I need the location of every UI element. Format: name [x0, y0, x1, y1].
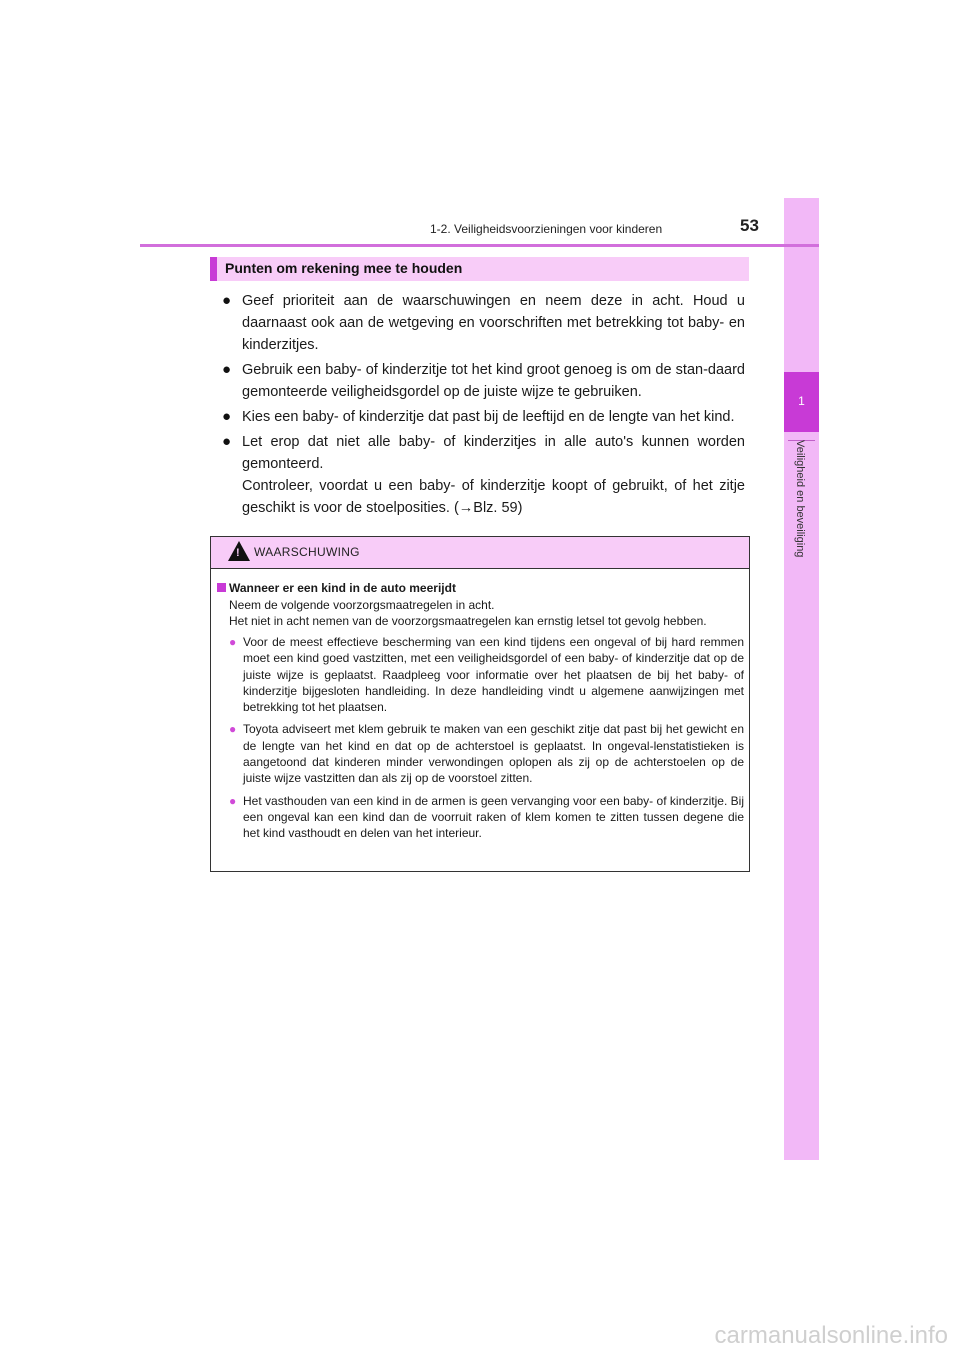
bullet-text: Geef prioriteit aan de waarschuwingen en neem deze in acht. Houd u daarnaast ook aan de wetgeving en voorschriften met betrekking tot baby- en kinderzitjes. [242, 293, 745, 353]
bullet-dot-icon: ● [229, 722, 237, 737]
header-rule [140, 244, 819, 247]
warning-heading-text: Wanneer er een kind in de auto meerijdt [229, 581, 456, 595]
bullet-list [222, 290, 745, 522]
bullet-text: Kies een baby- of kinderzitje dat past bij de leeftijd en de lengte van het kind. [242, 409, 735, 425]
side-chapter-number: 1 [798, 394, 805, 408]
side-chapter-title: Veiligheid en beveiliging [794, 440, 806, 558]
bullet-item [222, 406, 745, 428]
warning-bullet-item [229, 721, 744, 786]
warning-bullet-item [229, 634, 744, 715]
warning-bullet-list [229, 634, 744, 842]
warning-bullet-text: Het vasthouden van een kind in de armen is geen vervanging voor een baby- of kinderzitje. Bij een ongeval kan een kind dan de voorruit raken of klem komen te zitten tussen degene die het kind vasthoudt en delen van het interieur. [243, 793, 744, 841]
warning-intro: Neem de volgende voorzorgsmaatregelen in acht. Het niet in acht nemen van de voorzorgsmaatregelen kan ernstig letsel tot gevolg hebben. [229, 598, 707, 628]
side-chapter-strip [784, 198, 819, 1160]
bullet-item [222, 290, 745, 356]
square-bullet-icon [217, 583, 226, 592]
bullet-text-continued: Controleer, voordat u een baby- of kinderzitje koopt of gebruikt, of het zitje geschikt is voor de stoelposities. (→Blz. 59) [242, 478, 745, 516]
section-title: Punten om rekening mee te houden [225, 260, 463, 276]
warning-bullet-item [229, 793, 744, 842]
warning-content [217, 580, 744, 848]
warning-triangle-icon: ! [211, 537, 271, 568]
bullet-dot-icon: ● [229, 793, 237, 808]
bullet-text: Gebruik een baby- of kinderzitje tot het kind groot genoeg is om de stan-daard gemonteerde veiligheidsgordel op de juiste wijze te gebruiken. [242, 362, 745, 400]
warning-header [211, 537, 749, 569]
warning-bullet-text: Toyota adviseert met klem gebruik te maken van een geschikt zitje dat past bij het gewicht en de lengte van het kind en dat op de achterstoel is geplaatst. In ongeval-lenstatistieken is aangetoond dat kinderen minder verwondingen oplopen als zij op de achterstoelen op de juiste wijze vastzitten dan als zij op de voorstoel zitten. [243, 722, 744, 786]
bullet-text: Let erop dat niet alle baby- of kinderzitjes in alle auto's kunnen worden gemonteerd. [242, 434, 745, 472]
watermark: carmanualsonline.info [714, 1322, 948, 1349]
bullet-dot-icon: ● [222, 408, 232, 425]
side-chapter-tab [784, 372, 819, 432]
bullet-dot-icon: ● [229, 635, 237, 649]
bullet-item [222, 359, 745, 403]
warning-label: WAARSCHUWING [254, 545, 360, 559]
bullet-dot-icon: ● [222, 292, 232, 309]
page-number: 53 [740, 216, 759, 235]
warning-box [210, 536, 750, 872]
warning-heading [217, 580, 744, 596]
bullet-dot-icon: ● [222, 433, 232, 450]
section-title-box [210, 257, 749, 281]
bullet-item [222, 431, 745, 519]
bullet-dot-icon: ● [222, 361, 232, 378]
running-header: 1-2. Veiligheidsvoorzieningen voor kinderen [430, 222, 663, 236]
warning-bullet-text: Voor de meest effectieve bescherming van een kind tijdens een ongeval of bij hard remmen moet een kind goed vastzitten, met een veiligheidsgordel of een baby- of kinderzitje dat op de juiste wijze is geplaatst. Raadpleeg voor informatie over het plaatsen de bij het baby- of kinderzitje bijgesloten handleiding. In deze handleiding vindt u algemene aanwijzingen met betrekking tot het plaatsen. [243, 635, 744, 715]
